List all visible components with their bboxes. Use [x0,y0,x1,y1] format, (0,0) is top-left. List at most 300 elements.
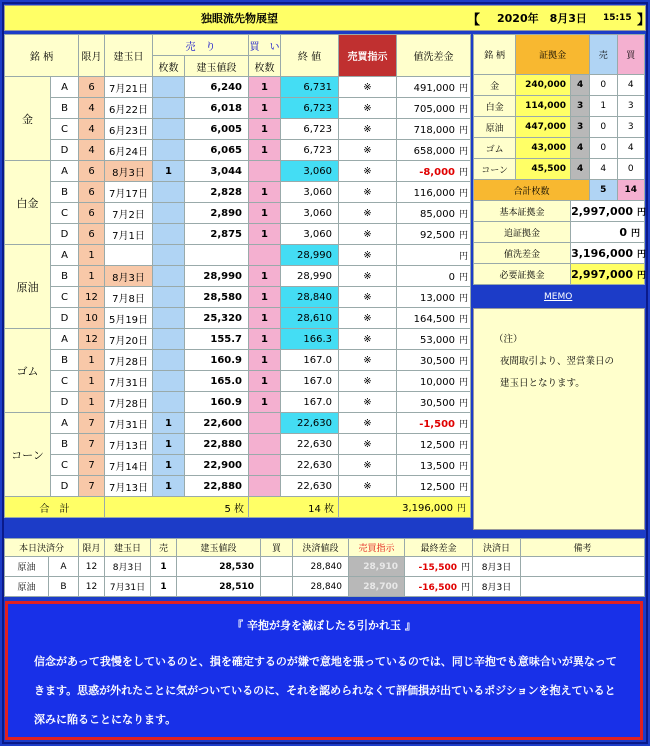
close-price: 22,630 [281,455,339,476]
build-price: 2,828 [185,182,249,203]
table-row [5,577,645,597]
close-price: 6,723 [281,119,339,140]
side-buy: 0 [617,159,644,180]
contract-code: D [51,476,79,497]
settle-code: B [49,577,79,597]
close-price: 167.0 [281,350,339,371]
bottom-header-settle: 本日決済分 [5,539,79,557]
summary-extra-label: 追証拠金 [474,222,571,243]
valuation-cell [397,161,471,182]
close-price: 3,060 [281,203,339,224]
bottom-header-final: 最終差金 [405,539,473,557]
buy-quantity: 1 [249,203,281,224]
contract-month: 12 [79,329,105,350]
contract-month: 6 [79,224,105,245]
side-brand: 白金 [474,96,516,117]
bottom-header-build-price: 建玉値段 [177,539,261,557]
valuation-amount: -8,000 [419,166,455,178]
yen-unit: 円 [458,146,468,157]
valuation-cell [397,119,471,140]
close-price: 167.0 [281,392,339,413]
contract-month: 10 [79,308,105,329]
settle-final-cell [405,577,473,597]
side-count: 4 [571,75,590,96]
settle-build-date: 7月31日 [105,577,151,597]
contract-code: D [51,140,79,161]
table-row [5,329,471,350]
commodity-name: 原油 [5,245,51,329]
settle-code: A [49,557,79,577]
side-sell: 4 [590,159,617,180]
settle-buy [261,557,293,577]
valuation-cell [397,392,471,413]
valuation-amount: 13,500 [419,460,455,472]
build-price: 160.9 [185,392,249,413]
close-price: 3,060 [281,224,339,245]
signal-mark: ※ [339,119,397,140]
side-sell: 1 [590,96,617,117]
header-sell: 売 り [153,35,249,56]
contract-month: 12 [79,287,105,308]
positions-table [4,34,471,518]
bottom-header-buy: 買 [261,539,293,557]
build-date: 6月22日 [105,98,153,119]
summary-val-value: 3,196,000 [571,246,634,260]
table-row [5,140,471,161]
valuation-amount: 13,000 [419,292,455,304]
buy-quantity: 1 [249,308,281,329]
signal-mark: ※ [339,203,397,224]
sell-quantity: 1 [153,434,185,455]
contract-month: 4 [79,119,105,140]
contract-code: A [51,161,79,182]
yen-unit: 円 [458,125,468,136]
build-date: 8月3日 [105,266,153,287]
summary-extra-unit: 円 [630,228,640,239]
close-price: 22,630 [281,413,339,434]
side-count: 3 [571,117,590,138]
header-signal: 売買指示 [339,35,397,77]
build-date: 7月14日 [105,455,153,476]
summary-val-label: 値洗差金 [474,243,571,264]
build-price: 6,018 [185,98,249,119]
contract-month: 7 [79,455,105,476]
valuation-amount: 30,500 [419,397,455,409]
valuation-cell [397,224,471,245]
side-count: 4 [571,159,590,180]
close-price: 3,060 [281,182,339,203]
side-margin: 447,000 [516,117,571,138]
valuation-cell [397,182,471,203]
table-row [5,77,471,98]
summary-extra-cell [571,222,645,243]
table-row [5,557,645,577]
signal-mark: ※ [339,161,397,182]
table-row [5,308,471,329]
close-price: 166.3 [281,329,339,350]
valuation-cell [397,77,471,98]
bottom-header-settle-date: 決済日 [473,539,521,557]
settle-date: 8月3日 [473,557,521,577]
side-buy: 3 [617,117,644,138]
signal-mark: ※ [339,371,397,392]
yen-unit: 円 [458,419,468,430]
valuation-cell [397,287,471,308]
side-sell: 0 [590,138,617,159]
sell-quantity [153,182,185,203]
signal-mark: ※ [339,245,397,266]
table-row [5,392,471,413]
settle-build-price: 28,530 [177,557,261,577]
side-header-sell: 売 [590,35,617,75]
side-brand: ゴム [474,138,516,159]
signal-mark: ※ [339,266,397,287]
sell-quantity [153,329,185,350]
valuation-amount: 116,000 [413,187,455,199]
header-brand: 銘 柄 [5,35,79,77]
header-build-price: 建玉値段 [185,56,249,77]
buy-quantity [249,476,281,497]
build-date: 7月8日 [105,287,153,308]
contract-code: A [51,77,79,98]
buy-quantity: 1 [249,119,281,140]
build-price: 22,880 [185,476,249,497]
table-row [5,455,471,476]
signal-mark: ※ [339,329,397,350]
settle-build-date: 8月3日 [105,557,151,577]
contract-month: 1 [79,245,105,266]
sell-quantity [153,350,185,371]
contract-code: A [51,245,79,266]
valuation-cell [397,140,471,161]
build-price: 6,240 [185,77,249,98]
header-buy: 買 い [249,35,281,56]
settle-brand: 原油 [5,577,49,597]
contract-code: C [51,371,79,392]
close-price: 28,840 [281,287,339,308]
valuation-cell [397,245,471,266]
memo-line-2: 建玉日となります。 [500,378,585,389]
memo-link[interactable]: MEMO [544,292,573,302]
table-row [5,434,471,455]
contract-month: 1 [79,392,105,413]
table-row [5,119,471,140]
buy-quantity: 1 [249,266,281,287]
valuation-amount: 53,000 [419,334,455,346]
valuation-amount: 85,000 [419,208,455,220]
bottom-header-build-date: 建玉日 [105,539,151,557]
message-heading: 『 辛抱が身を滅ぼしたる引かれ玉 』 [232,619,416,632]
build-date: 7月17日 [105,182,153,203]
total-value-unit: 円 [456,503,466,514]
table-row [5,413,471,434]
contract-code: B [51,350,79,371]
signal-mark: ※ [339,455,397,476]
total-value: 3,196,000 [402,502,453,514]
build-price [185,245,249,266]
valuation-amount: 12,500 [419,481,455,493]
settlement-table [4,538,645,597]
side-buy: 3 [617,96,644,117]
side-sell: 0 [590,117,617,138]
table-row [5,98,471,119]
valuation-amount: 705,000 [413,103,455,115]
build-date: 8月3日 [105,161,153,182]
list-item [474,117,645,138]
close-price: 3,060 [281,161,339,182]
sell-quantity [153,392,185,413]
message-panel [5,601,643,740]
buy-quantity: 1 [249,287,281,308]
yen-unit: 円 [458,209,468,220]
total-buy-cell [249,497,339,518]
valuation-cell [397,329,471,350]
bottom-header-sell: 売 [151,539,177,557]
header-close: 終 値 [281,35,339,77]
settle-final-unit: 円 [461,583,471,593]
side-margin: 45,500 [516,159,571,180]
yen-unit: 円 [458,440,468,451]
sell-quantity [153,266,185,287]
valuation-cell [397,455,471,476]
signal-mark: ※ [339,98,397,119]
buy-quantity [249,455,281,476]
contract-month: 1 [79,350,105,371]
side-margin: 43,000 [516,138,571,159]
sell-quantity [153,119,185,140]
summary-need-cell [571,264,645,285]
side-brand: 金 [474,75,516,96]
total-sell-unit: 枚 [234,503,244,515]
summary-need-label: 必要証拠金 [474,264,571,285]
yen-unit: 円 [458,314,468,325]
list-item [474,75,645,96]
valuation-amount: 12,500 [419,439,455,451]
settle-final: -16,500 [418,583,457,593]
contract-month: 6 [79,77,105,98]
contract-code: C [51,119,79,140]
valuation-amount: 30,500 [419,355,455,367]
yen-unit: 円 [458,167,468,178]
contract-month: 7 [79,413,105,434]
contract-code: D [51,392,79,413]
contract-month: 6 [79,182,105,203]
contract-month: 1 [79,266,105,287]
valuation-amount: 658,000 [413,145,455,157]
contract-code: C [51,203,79,224]
sell-quantity [153,140,185,161]
signal-mark: ※ [339,182,397,203]
settle-month: 12 [79,577,105,597]
close-price: 22,630 [281,476,339,497]
yen-unit: 円 [458,461,468,472]
contract-code: D [51,308,79,329]
yen-unit: 円 [458,272,468,283]
side-brand: 原油 [474,117,516,138]
total-value-cell [339,497,471,518]
sell-quantity [153,308,185,329]
bottom-header-month: 限月 [79,539,105,557]
table-row [5,476,471,497]
table-row [5,161,471,182]
message-body: 信念があって我慢をしているのと、損を確定するのが嫌で意地を張っているのでは、同じ辛抱でも意味合いが異なってきます。思惑が外れたことに気がついているのに、それを認められなくて評価損が出ているポジションを抱えていると深みに陥ることになります。 [34,655,617,726]
build-date: 7月21日 [105,77,153,98]
build-price: 22,900 [185,455,249,476]
summary-basic-label: 基本証拠金 [474,201,571,222]
settle-buy [261,577,293,597]
yen-unit: 円 [458,251,468,262]
close-price: 6,723 [281,140,339,161]
close-price: 28,990 [281,245,339,266]
sell-quantity [153,98,185,119]
signal-mark: ※ [339,350,397,371]
valuation-cell [397,203,471,224]
build-price: 25,320 [185,308,249,329]
contract-code: B [51,98,79,119]
valuation-amount: -1,500 [419,418,455,430]
signal-mark: ※ [339,77,397,98]
sell-quantity: 1 [153,161,185,182]
commodity-name: コーン [5,413,51,497]
build-price: 2,875 [185,224,249,245]
yen-unit: 円 [458,83,468,94]
build-price: 165.0 [185,371,249,392]
build-date: 6月23日 [105,119,153,140]
contract-code: B [51,434,79,455]
buy-quantity: 1 [249,392,281,413]
yen-unit: 円 [458,398,468,409]
table-row [5,245,471,266]
build-price: 6,005 [185,119,249,140]
sell-quantity: 1 [153,413,185,434]
buy-quantity: 1 [249,77,281,98]
buy-quantity: 1 [249,224,281,245]
date-bracket-left: 【 [467,12,481,28]
settle-sell: 1 [151,577,177,597]
contract-code: C [51,287,79,308]
close-price: 22,630 [281,434,339,455]
valuation-amount: 92,500 [419,229,455,241]
signal-mark: ※ [339,476,397,497]
yen-unit: 円 [458,356,468,367]
close-price: 167.0 [281,371,339,392]
build-date: 7月2日 [105,203,153,224]
table-row [5,350,471,371]
build-date: 7月20日 [105,329,153,350]
side-count: 4 [571,138,590,159]
buy-quantity: 1 [249,350,281,371]
valuation-amount: 10,000 [419,376,455,388]
sell-quantity [153,224,185,245]
build-date: 7月13日 [105,476,153,497]
date-bracket-right: 】 [637,12,650,28]
build-date: 7月28日 [105,392,153,413]
header-build-date: 建玉日 [105,35,153,77]
side-margin: 114,000 [516,96,571,117]
buy-quantity: 1 [249,140,281,161]
commodity-name: 金 [5,77,51,161]
buy-quantity [249,413,281,434]
signal-mark: ※ [339,434,397,455]
valuation-cell [397,434,471,455]
summary-basic-value: 2,997,000 [571,204,634,218]
build-price: 28,990 [185,266,249,287]
signal-mark: ※ [339,140,397,161]
sell-quantity [153,287,185,308]
side-count: 3 [571,96,590,117]
valuation-amount: 164,500 [413,313,455,325]
valuation-amount: 491,000 [413,82,455,94]
valuation-amount: 0 [448,271,455,283]
header-valuation: 値洗差金 [397,35,471,77]
report-time: 15:15 [603,13,632,23]
bottom-header-settle-price: 決済値段 [293,539,349,557]
settle-note [521,557,645,577]
settle-signal: 28,700 [349,577,405,597]
build-date: 7月1日 [105,224,153,245]
side-sell: 0 [590,75,617,96]
buy-quantity: 1 [249,182,281,203]
total-buy-unit: 枚 [324,503,334,515]
build-price: 155.7 [185,329,249,350]
contract-month: 7 [79,434,105,455]
list-item [474,138,645,159]
commodity-name: 白金 [5,161,51,245]
contract-month: 7 [79,476,105,497]
contract-month: 1 [79,371,105,392]
build-price: 6,065 [185,140,249,161]
sell-quantity [153,203,185,224]
total-buy: 14 [308,503,321,515]
contract-code: D [51,224,79,245]
sell-quantity: 1 [153,455,185,476]
build-date: 7月13日 [105,434,153,455]
buy-quantity [249,161,281,182]
signal-mark: ※ [339,224,397,245]
side-margin: 240,000 [516,75,571,96]
valuation-cell [397,413,471,434]
build-date: 5月19日 [105,308,153,329]
margin-summary-table [473,34,645,285]
build-price: 22,880 [185,434,249,455]
buy-quantity [249,245,281,266]
memo-line-1: 夜間取引より、翌営業日の [500,356,615,367]
close-price: 28,610 [281,308,339,329]
build-date: 6月24日 [105,140,153,161]
valuation-cell [397,350,471,371]
commodity-name: ゴム [5,329,51,413]
summary-need-value: 2,997,000 [571,267,634,281]
table-row [5,203,471,224]
contract-code: B [51,182,79,203]
valuation-cell [397,371,471,392]
yen-unit: 円 [458,188,468,199]
valuation-cell [397,266,471,287]
list-item [474,96,645,117]
summary-basic-cell [571,201,645,222]
settle-build-price: 28,510 [177,577,261,597]
settle-price: 28,840 [293,557,349,577]
total-sell-cell [105,497,249,518]
valuation-cell [397,98,471,119]
signal-mark: ※ [339,413,397,434]
settle-signal: 28,910 [349,557,405,577]
build-date: 7月28日 [105,350,153,371]
total-label: 合 計 [5,497,105,518]
valuation-amount: 718,000 [413,124,455,136]
close-price: 6,723 [281,98,339,119]
build-date [105,245,153,266]
